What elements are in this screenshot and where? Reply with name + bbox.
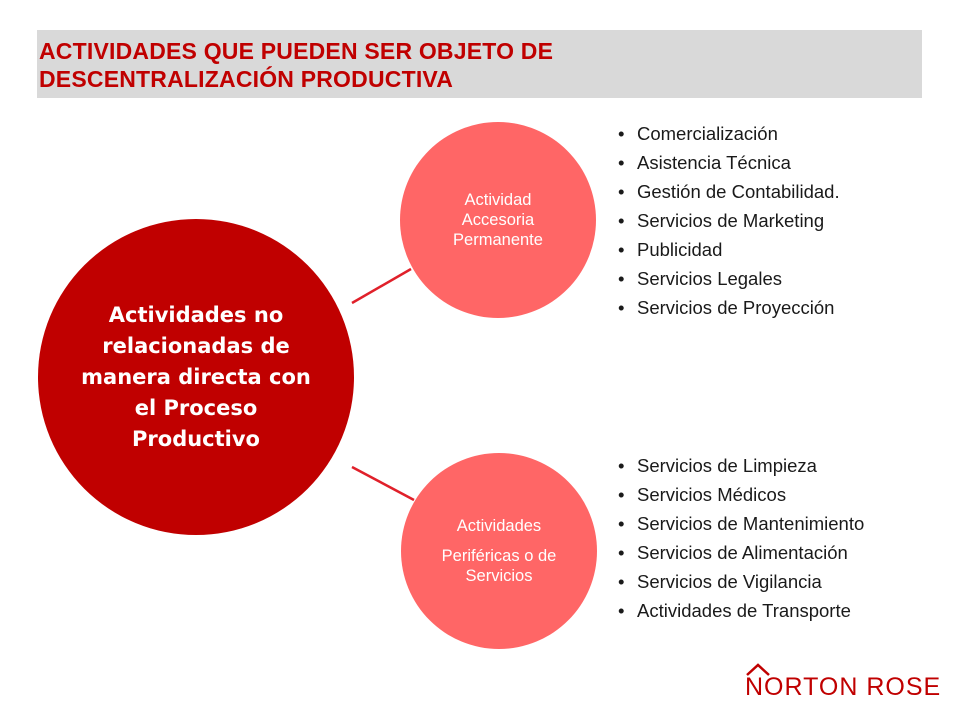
main-node-label: Actividades no relacionadas de manera directa con el Proceso Productivo xyxy=(81,302,311,451)
node-accesoria-label-line-3: Permanente xyxy=(453,231,543,249)
norton-rose-logo xyxy=(745,662,942,704)
connector-line-bottom xyxy=(352,467,414,500)
list-item: • Asistencia Técnica xyxy=(615,151,915,175)
slide-title-line-1: ACTIVIDADES QUE PUEDEN SER OBJETO DE xyxy=(39,38,554,64)
list-accesoria xyxy=(615,122,915,325)
list-item: • Publicidad xyxy=(615,238,915,262)
list-item: • Servicios de Mantenimiento xyxy=(615,512,915,536)
list-item: • Servicios de Marketing xyxy=(615,209,915,233)
list-item: • Servicios de Alimentación xyxy=(615,541,915,565)
logo-text: NORTON ROSE xyxy=(745,673,942,701)
node-perifericas-label-line-2: Periféricas o de Servicios xyxy=(441,547,557,585)
main-node-circle xyxy=(38,219,354,535)
list-item: • Servicios de Limpieza xyxy=(615,454,915,478)
list-item: • Servicios Legales xyxy=(615,267,915,291)
node-accesoria-label-line-2: Accesoria xyxy=(461,211,535,229)
node-accesoria-circle xyxy=(400,122,596,318)
node-perifericas-label-line-1: Actividades xyxy=(456,517,542,535)
list-item: • Servicios de Vigilancia xyxy=(615,570,915,594)
list-item: • Servicios Médicos xyxy=(615,483,915,507)
list-item: • Comercialización xyxy=(615,122,915,146)
list-item: • Actividades de Transporte xyxy=(615,599,915,623)
slide-title-line-2: DESCENTRALIZACIÓN PRODUCTIVA xyxy=(39,66,454,92)
node-accesoria-label-line-1: Actividad xyxy=(464,191,532,209)
list-item: • Gestión de Contabilidad. xyxy=(615,180,915,204)
node-perifericas-circle xyxy=(401,453,597,649)
connector-line-top xyxy=(352,269,411,303)
list-perifericas xyxy=(615,454,915,628)
list-item: • Servicios de Proyección xyxy=(615,296,915,320)
